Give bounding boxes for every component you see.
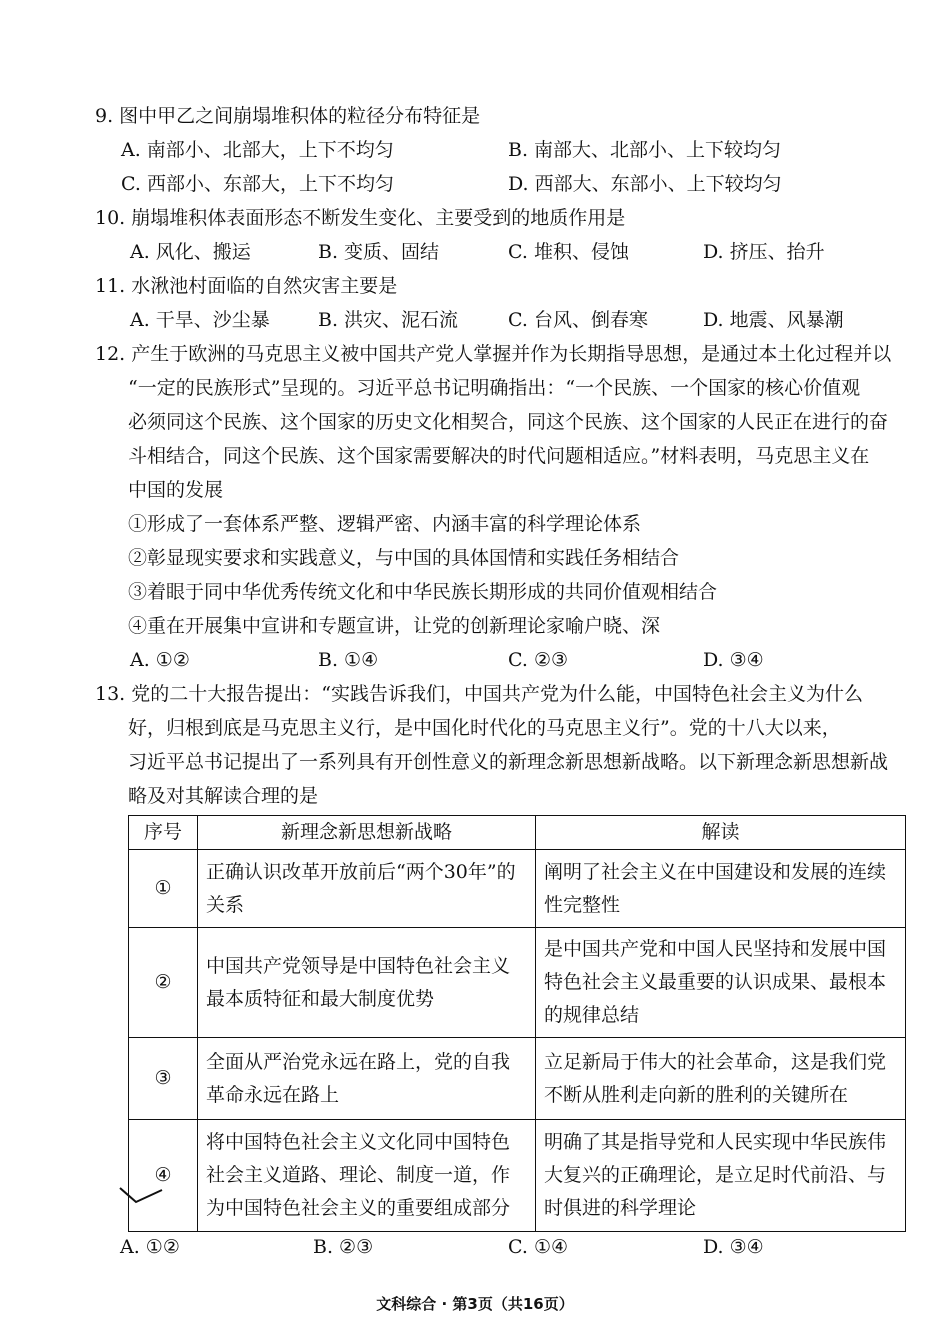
table-row xyxy=(129,928,906,1038)
q9-option-d: D. 西部大、东部小、上下较均匀 xyxy=(508,173,782,195)
row-idea: 中国共产党领导是中国特色社会主义最本质特征和最大制度优势 xyxy=(198,928,536,1038)
table-row xyxy=(129,850,906,928)
q13-option-a: A. ①② xyxy=(120,1236,180,1258)
q12-statement-2: ②彰显现实要求和实践意义，与中国的具体国情和实践任务相结合 xyxy=(128,547,680,569)
q13-line-4: 略及对其解读合理的是 xyxy=(128,785,319,807)
q10-option-b: B. 变质、固结 xyxy=(318,241,440,263)
row-number: ① xyxy=(129,850,198,928)
q13-option-c: C. ①④ xyxy=(508,1236,569,1258)
page-footer: 文科综合 · 第3页（共16页） xyxy=(376,1295,574,1313)
row-number: ④ xyxy=(129,1120,198,1232)
row-number: ② xyxy=(129,928,198,1038)
q12-statement-3: ③着眼于同中华优秀传统文化和中华民族长期形成的共同价值观相结合 xyxy=(128,581,718,603)
table-header-row xyxy=(129,816,906,850)
table-row xyxy=(129,1120,906,1232)
header-idea: 新理念新思想新战略 xyxy=(198,816,536,850)
q11-option-b: B. 洪灾、泥石流 xyxy=(318,309,459,331)
q13-line-3: 习近平总书记提出了一系列具有开创性意义的新理念新思想新战略。以下新理念新思想新战 xyxy=(128,751,889,773)
q12-statement-4: ④重在开展集中宣讲和专题宣讲，让党的创新理论家喻户晓、深 xyxy=(128,615,661,637)
q12-line-2: “一定的民族形式”呈现的。习近平总书记明确指出：“一个民族、一个国家的核心价值观 xyxy=(128,377,861,399)
q12-option-c: C. ②③ xyxy=(508,649,569,671)
q13-option-b: B. ②③ xyxy=(313,1236,374,1258)
q11-option-c: C. 台风、倒春寒 xyxy=(508,309,648,331)
q11-stem: 11. 水湫池村面临的自然灾害主要是 xyxy=(95,275,398,297)
q13-option-d: D. ③④ xyxy=(703,1236,764,1258)
header-no: 序号 xyxy=(129,816,198,850)
row-idea: 正确认识改革开放前后“两个30年”的关系 xyxy=(198,850,536,928)
row-reading: 立足新局于伟大的社会革命，这是我们党不断从胜利走向新的胜利的关键所在 xyxy=(536,1038,906,1120)
q12-line-1: 12. 产生于欧洲的马克思主义被中国共产党人掌握并作为长期指导思想，是通过本土化过程并以 xyxy=(95,343,892,365)
q11-option-a: A. 干旱、沙尘暴 xyxy=(130,309,270,331)
row-reading: 阐明了社会主义在中国建设和发展的连续性完整性 xyxy=(536,850,906,928)
table-row xyxy=(129,1038,906,1120)
row-idea: 全面从严治党永远在路上，党的自我革命永远在路上 xyxy=(198,1038,536,1120)
q12-statement-1: ①形成了一套体系严整、逻辑严密、内涵丰富的科学理论体系 xyxy=(128,513,642,535)
q13-line-1: 13. 党的二十大报告提出：“实践告诉我们，中国共产党为什么能，中国特色社会主义为什么 xyxy=(95,683,863,705)
q10-option-d: D. 挤压、抬升 xyxy=(703,241,825,263)
row-reading: 明确了其是指导党和人民实现中华民族伟大复兴的正确理论，是立足时代前沿、与时俱进的科学理论 xyxy=(536,1120,906,1232)
q9-option-c: C. 西部小、东部大，上下不均匀 xyxy=(121,173,394,195)
q13-table xyxy=(128,815,906,1232)
q11-option-d: D. 地震、风暴潮 xyxy=(703,309,844,331)
q13-line-2: 好，归根到底是马克思主义行，是中国化时代化的马克思主义行”。党的十八大以来， xyxy=(128,717,841,739)
q10-option-c: C. 堆积、侵蚀 xyxy=(508,241,629,263)
q12-option-b: B. ①④ xyxy=(318,649,379,671)
q9-option-b: B. 南部大、北部小、上下较均匀 xyxy=(508,139,782,161)
q9-option-a: A. 南部小、北部大，上下不均匀 xyxy=(121,139,394,161)
header-reading: 解读 xyxy=(536,816,906,850)
q12-line-4: 斗相结合，同这个民族、这个国家需要解决的时代问题相适应。”材料表明，马克思主义在 xyxy=(128,445,870,467)
check-mark-icon xyxy=(118,1180,166,1210)
q12-option-a: A. ①② xyxy=(130,649,190,671)
row-idea: 将中国特色社会主义文化同中国特色社会主义道路、理论、制度一道，作为中国特色社会主义的重要组成部分 xyxy=(198,1120,536,1232)
q12-line-3: 必须同这个民族、这个国家的历史文化相契合，同这个民族、这个国家的人民正在进行的奋 xyxy=(128,411,889,433)
row-number: ③ xyxy=(129,1038,198,1120)
q12-line-5: 中国的发展 xyxy=(128,479,224,501)
q10-option-a: A. 风化、搬运 xyxy=(130,241,251,263)
row-reading: 是中国共产党和中国人民坚持和发展中国特色社会主义最重要的认识成果、最根本的规律总结 xyxy=(536,928,906,1038)
q10-stem: 10. 崩塌堆积体表面形态不断发生变化、主要受到的地质作用是 xyxy=(95,207,626,229)
q9-stem: 9. 图中甲乙之间崩塌堆积体的粒径分布特征是 xyxy=(95,105,481,127)
q12-option-d: D. ③④ xyxy=(703,649,764,671)
